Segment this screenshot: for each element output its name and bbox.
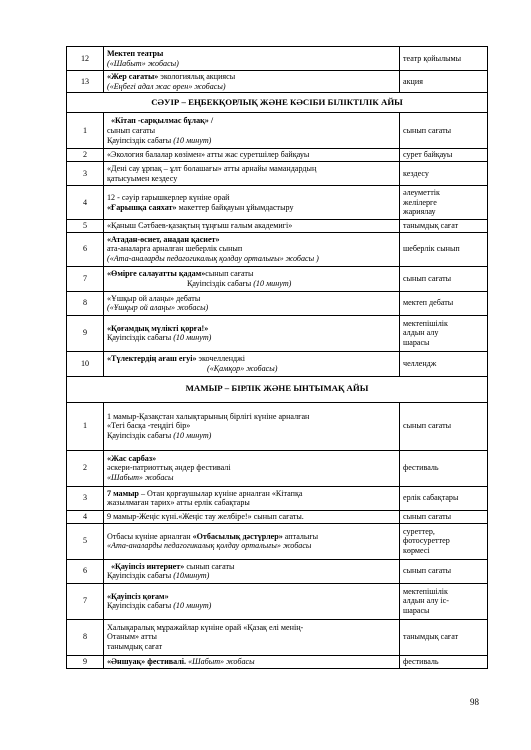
month-section-title: МАМЫР – БІРЛІК ЖӘНЕ ЫНТЫМАҚ АЙЫ (67, 376, 488, 402)
description-line: («Ұшқыр ой алаңы» жобасы) (107, 303, 209, 313)
row-number: 3 (67, 162, 104, 186)
format-line: фестиваль (403, 656, 439, 666)
event-format (400, 47, 488, 71)
event-format (400, 232, 488, 266)
description-line: «Ата-аналарды педагогикалық қолдау орталығы» жобасы (107, 541, 312, 551)
description-line (107, 532, 396, 542)
row-number: 13 (67, 71, 104, 93)
bold-title: «Жер сағаты» (107, 72, 159, 81)
format-line: көрмесі (403, 546, 430, 556)
duration-note: (10 минут) (253, 278, 292, 288)
row-number: 7 (67, 266, 104, 291)
description-line (107, 203, 396, 213)
table-row (67, 186, 488, 220)
table-row (67, 583, 488, 619)
description-line: қатысуымен кездесу (107, 173, 178, 183)
month-section-row (67, 93, 488, 113)
event-format (400, 583, 488, 619)
event-format (400, 450, 488, 486)
description-line (107, 657, 396, 667)
event-format (400, 113, 488, 149)
format-line: сынып сағаты (403, 273, 452, 283)
row-number: 12 (67, 47, 104, 71)
event-format (400, 71, 488, 93)
format-line: танымдық сағат (403, 221, 459, 231)
bold-title: «Өмірге салауатты қадам» (107, 269, 206, 279)
table-row (67, 559, 488, 583)
event-description (104, 510, 400, 523)
line-plain: Қауіпсіздік сабағы (107, 135, 174, 145)
format-line: суреттер, (403, 526, 435, 536)
month-section-row (67, 376, 488, 402)
line-plain: Қауіпсіздік сабағы (107, 571, 174, 581)
format-line: кездесу (403, 168, 429, 178)
line-plain: Қауіпсіздік сабағы (187, 278, 254, 288)
bold-title: «Отбасылық дәстүрлер» (192, 531, 283, 541)
description-line (107, 72, 396, 82)
month-section-title: СӘУІР – ЕҢБЕКҚОРЛЫҚ ЖӘНЕ КӘСІБИ БІЛІКТІЛІК АЙЫ (67, 93, 488, 113)
event-description (104, 619, 400, 655)
description-line: 9 мамыр-Жеңіс күні.«Жеңіс тау желбіре!» сынып сағаты. (107, 511, 304, 521)
event-description (104, 402, 400, 450)
event-description (104, 47, 400, 71)
event-description (104, 220, 400, 233)
table-row (67, 523, 488, 559)
row-number: 5 (67, 220, 104, 233)
format-line: шарасы (403, 606, 430, 616)
row-number: 5 (67, 523, 104, 559)
table-row (67, 113, 488, 149)
event-description (104, 351, 400, 376)
line-plain: Қауіпсіздік сабағы (107, 601, 174, 611)
description-line (107, 601, 396, 611)
row-number: 3 (67, 486, 104, 510)
format-line: сынып сағаты (403, 511, 452, 521)
table-row (67, 220, 488, 233)
format-line: фотосуреттер (403, 536, 450, 546)
description-line: («Қамқор» жобасы) (207, 363, 278, 373)
table-row (67, 47, 488, 71)
event-description (104, 149, 400, 162)
description-line: Мектеп театры (107, 48, 164, 58)
event-description (104, 266, 400, 291)
duration-note: (10минут) (173, 571, 210, 581)
activity-plan-table (66, 46, 488, 669)
description-line (107, 354, 396, 364)
row-number: 1 (67, 113, 104, 149)
table-row (67, 486, 488, 510)
row-number: 8 (67, 291, 104, 315)
table-row (67, 232, 488, 266)
event-format (400, 315, 488, 351)
description-line: әскери-патриоттық әндер фестивалі (107, 463, 231, 473)
format-line: алдын алу (403, 328, 439, 338)
line-rest: экочелленджі (196, 354, 246, 364)
description-line (107, 333, 396, 343)
event-format (400, 351, 488, 376)
event-description (104, 450, 400, 486)
table-row (67, 619, 488, 655)
line-prefix: Отбасы күніне арналған (107, 531, 193, 541)
event-description (104, 486, 400, 510)
event-description (104, 655, 400, 668)
line-rest: макеттер байқауын ұйымдастыру (176, 202, 294, 212)
event-description (104, 315, 400, 351)
table-row (67, 351, 488, 376)
table-row (67, 315, 488, 351)
description-line: 12 - сәуір ғарышкерлер күніне орай (107, 192, 230, 202)
description-line: танымдық сағат (107, 642, 163, 652)
line-rest: сынып сағаты (184, 561, 235, 571)
format-line: челлендж (403, 358, 437, 368)
format-line: шарасы (403, 338, 430, 348)
description-line (107, 562, 396, 572)
format-line: әлеуметтік (403, 188, 440, 198)
event-format (400, 266, 488, 291)
line-rest: апталығы (282, 531, 319, 541)
format-line: сынып сағаты (403, 126, 452, 136)
row-number: 4 (67, 186, 104, 220)
description-line: «Атадан-өсиет, анадан қасиет» (107, 234, 220, 244)
event-format (400, 162, 488, 186)
format-line: желілерге (403, 197, 437, 207)
row-number: 10 (67, 351, 104, 376)
description-line: «Қауіпсіз қоғам» (107, 591, 169, 601)
duration-note: (10 минут) (173, 135, 212, 145)
event-format (400, 186, 488, 220)
event-format (400, 655, 488, 668)
line-rest: «Шабыт» жобасы (186, 656, 255, 666)
row-number: 2 (67, 450, 104, 486)
description-line: «Тегі басқа -теңдігі бір» (107, 421, 191, 431)
format-line: мектепішілік (403, 318, 448, 328)
description-line: («Еңбегі адал жас өрен» жобасы) (107, 81, 226, 91)
format-line: акция (403, 76, 423, 86)
description-line: жазылмаған тарих» атты ерлік сабақтары (107, 498, 250, 508)
format-line: ерлік сабақтары (403, 493, 459, 503)
description-line (107, 269, 396, 279)
table-row (67, 402, 488, 450)
event-format (400, 619, 488, 655)
description-line: ата-аналарға арналған шеберлік сынып (107, 244, 243, 254)
description-line: сынып сағаты (107, 126, 156, 136)
bold-title: «Ғарышқа саяхат» (107, 202, 177, 212)
bold-title: «Түлектердің ағаш егуі» (107, 354, 197, 364)
table-row (67, 149, 488, 162)
row-number: 8 (67, 619, 104, 655)
format-line: мектепішілік (403, 586, 448, 596)
event-description (104, 71, 400, 93)
row-number: 2 (67, 149, 104, 162)
duration-note: (10 минут) (173, 431, 212, 441)
format-line: театр қойылымы (403, 53, 462, 63)
event-description (104, 559, 400, 583)
description-line: «Қоғамдық мүлікті қорға!» (107, 323, 209, 333)
row-number: 9 (67, 315, 104, 351)
table-row (67, 162, 488, 186)
row-number: 4 (67, 510, 104, 523)
bold-title: «Қауіпсіз интернет» (111, 561, 185, 571)
event-description (104, 523, 400, 559)
row-number: 7 (67, 583, 104, 619)
description-line: «Жас сарбаз» (107, 453, 157, 463)
event-format (400, 220, 488, 233)
event-format (400, 559, 488, 583)
description-line: «Шабыт» жобасы (107, 473, 174, 483)
event-description (104, 186, 400, 220)
row-number: 9 (67, 655, 104, 668)
format-line: алдын алу іс- (403, 596, 449, 606)
row-number: 6 (67, 559, 104, 583)
event-format (400, 291, 488, 315)
line-rest: сынып сағаты (205, 269, 254, 279)
description-line: «Ұшқыр ой алаңы» дебаты (107, 293, 201, 303)
event-format (400, 149, 488, 162)
format-line: сынып сағаты (403, 566, 452, 576)
duration-note: (10 минут) (173, 333, 212, 343)
description-line: («Шабыт» жобасы) (107, 58, 179, 68)
table-row (67, 450, 488, 486)
description-line (107, 489, 396, 499)
description-line (107, 571, 396, 581)
row-number: 1 (67, 402, 104, 450)
event-description (104, 162, 400, 186)
format-line: фестиваль (403, 463, 439, 473)
bold-title: 7 мамыр (107, 488, 139, 498)
event-format (400, 402, 488, 450)
format-line: мектеп дебаты (403, 298, 454, 308)
event-description (104, 291, 400, 315)
line-rest: экологиялық акциясы (158, 72, 236, 81)
description-line: Отаным» атты (107, 632, 157, 642)
format-line: жариялау (403, 207, 436, 217)
event-description (104, 583, 400, 619)
event-description (104, 113, 400, 149)
format-line: сурет байқауы (403, 150, 453, 160)
format-line: танымдық сағат (403, 632, 459, 642)
line-plain: Қауіпсіздік сабағы (107, 333, 174, 343)
table-row (67, 291, 488, 315)
description-line: «Экология балалар көзімен» атты жас суретшілер байқауы (107, 150, 310, 160)
description-line: («Ата-аналарды педагогикалық қолдау орталығы» жобасы ) (107, 254, 319, 264)
bold-title: «Әншуақ» фестивалі. (107, 656, 187, 666)
description-line: Халықаралық мұражайлар күніне орай «Қазақ елі менің- (107, 622, 304, 632)
table-row (67, 266, 488, 291)
table-row (67, 510, 488, 523)
line-rest: – Отан қорғаушылар күніне арналған «Кітапқа (138, 488, 303, 498)
description-line: «Дені сау ұрпақ – ұлт болашағы» атты арнайы мамандардың (107, 163, 317, 173)
description-line: «Қаныш Сәтбаев-қазақтың тұңғыш ғалым академигі» (107, 221, 293, 231)
event-format (400, 486, 488, 510)
row-number: 6 (67, 232, 104, 266)
description-line (107, 431, 396, 441)
description-line: 1 мамыр-Қазақстан халықтарының бірлігі күніне арналған (107, 411, 310, 421)
description-line: «Кітап -сарқылмас бұлақ» / (111, 116, 214, 126)
table-row (67, 655, 488, 668)
format-line: сынып сағаты (403, 421, 452, 431)
format-line: шеберлік сынып (403, 244, 460, 254)
event-description (104, 232, 400, 266)
event-format (400, 510, 488, 523)
duration-note: (10 минут) (173, 601, 212, 611)
description-line (107, 136, 396, 146)
page-number: 98 (470, 697, 479, 707)
event-format (400, 523, 488, 559)
description-line (107, 279, 396, 289)
table-row (67, 71, 488, 93)
line-plain: Қауіпсіздік сабағы (107, 431, 174, 441)
